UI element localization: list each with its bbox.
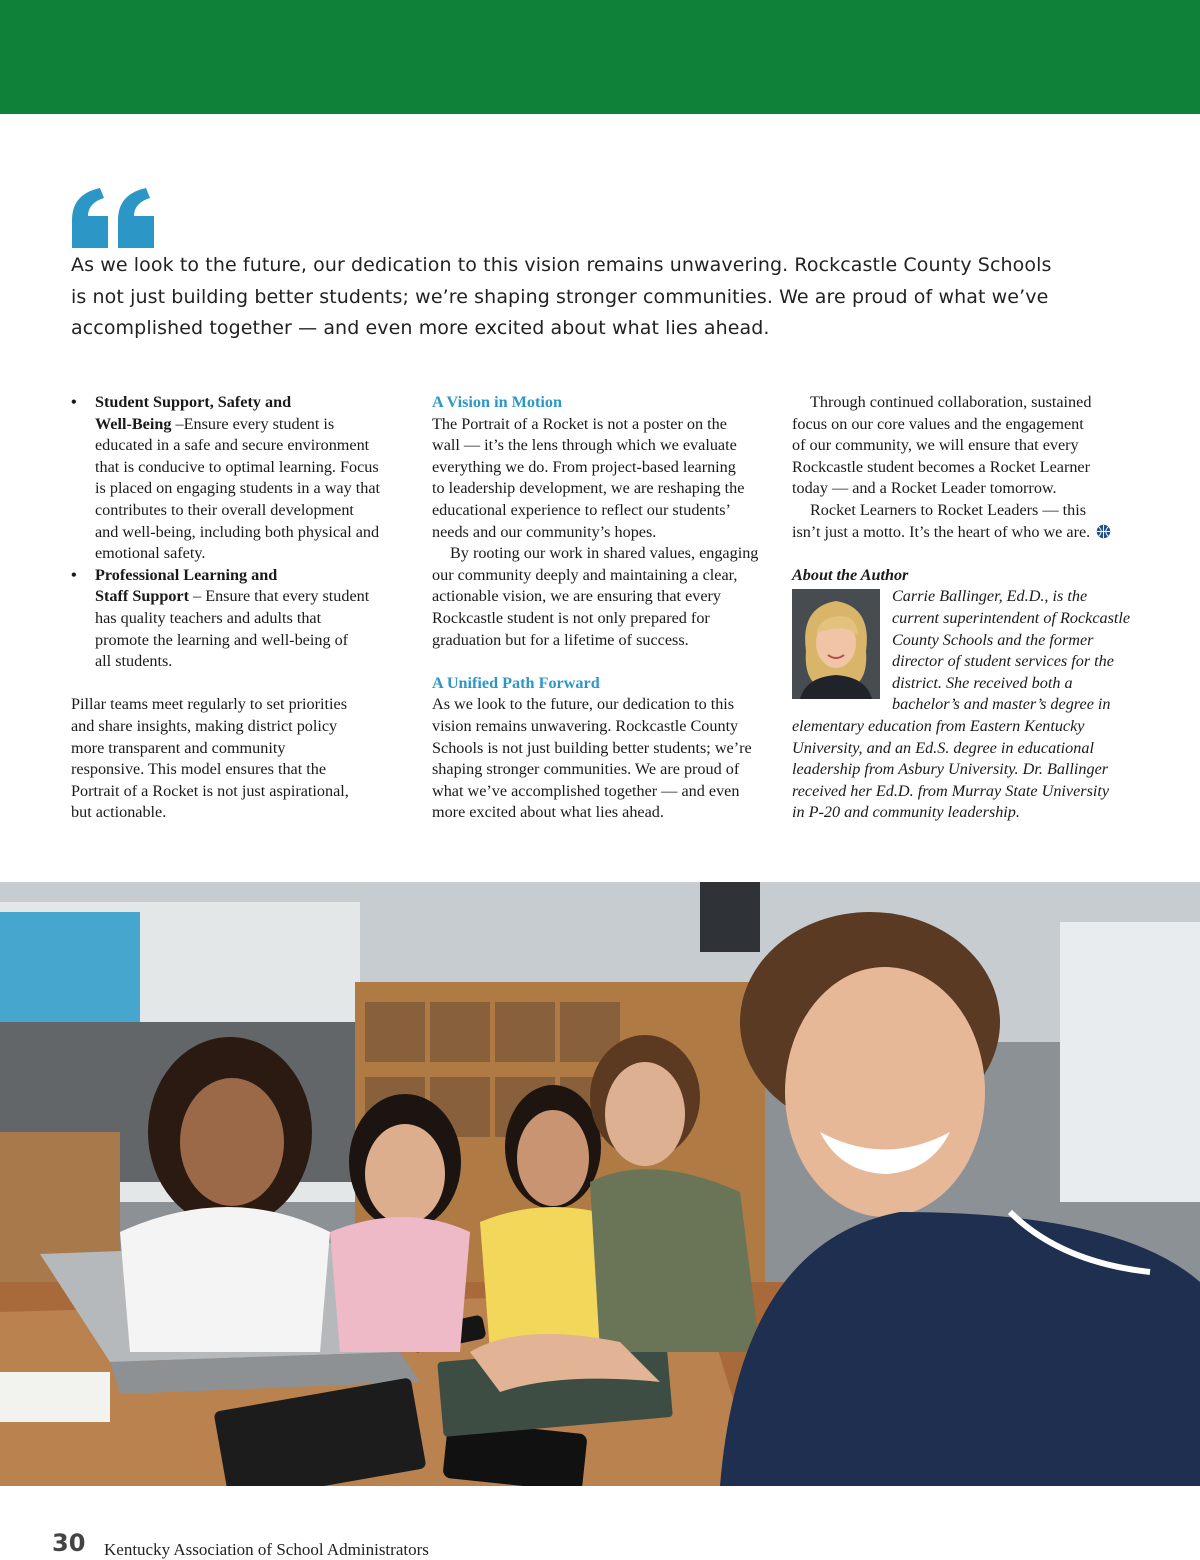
bullet-text: – Ensure that every student — [189, 587, 370, 606]
text-line: University, and an Ed.S. degree in educational — [792, 738, 1094, 757]
text-line: today — and a Rocket Leader tomorrow. — [792, 479, 1057, 498]
text-line: our community deeply and maintaining a clear, — [432, 565, 738, 584]
list-item — [71, 565, 411, 673]
author-photo — [792, 589, 880, 699]
text-line: received her Ed.D. from Murray State University — [792, 781, 1110, 800]
bullet-text: contributes to their overall development — [95, 500, 354, 519]
text-line: focus on our core values and the engagement — [792, 414, 1084, 433]
bullet-text: and well-being, including both physical and — [95, 522, 380, 541]
text-line: more transparent and community — [71, 738, 286, 757]
text-line: The Portrait of a Rocket is not a poster on the — [432, 414, 727, 433]
bullet-text: has quality teachers and adults that — [95, 608, 322, 627]
text-line: wall — it’s the lens through which we evaluate — [432, 436, 737, 455]
pull-quote-line: accomplished together — and even more excited about what lies ahead. — [71, 317, 770, 339]
text-line: actionable vision, we are ensuring that every — [432, 587, 722, 606]
bullet-icon: • — [71, 565, 77, 584]
text-line: As we look to the future, our dedication to this — [432, 695, 735, 714]
bullet-text: emotional safety. — [95, 544, 206, 563]
text-line: Pillar teams meet regularly to set priorities — [71, 695, 348, 714]
bullet-text: all students. — [95, 652, 173, 671]
bullet-text: that is conducive to optimal learning. Focus — [95, 457, 379, 476]
pillar-list — [71, 392, 411, 673]
text-line: Rockcastle student becomes a Rocket Learner — [792, 457, 1090, 476]
paragraph — [792, 500, 1137, 543]
text-line: Rocket Learners to Rocket Leaders — this — [810, 500, 1086, 519]
pull-quote — [71, 250, 1131, 345]
paragraph — [432, 694, 774, 824]
pull-quote-line: is not just building better students; we’re shaping stronger communities. We are proud of what we’ve — [71, 285, 1049, 308]
quote-icon — [70, 186, 160, 250]
bullet-icon: • — [71, 393, 77, 411]
text-line: elementary education from Eastern Kentucky — [792, 716, 1085, 735]
section-heading: A Unified Path Forward — [432, 673, 600, 692]
text-line: Through continued collaboration, sustained — [810, 393, 1092, 411]
text-line: and share insights, making district policy — [71, 716, 338, 735]
publication-name: Kentucky Association of School Administrators — [104, 1540, 429, 1559]
pillar-paragraph — [71, 694, 411, 824]
text-line: vision remains unwavering. Rockcastle County — [432, 716, 739, 735]
text-line: more excited about what lies ahead. — [432, 803, 664, 822]
text-line: Carrie Ballinger, Ed.D., is the — [892, 587, 1088, 606]
text-line: Schools is not just building better students; we’re — [432, 738, 752, 757]
bullet-text: educated in a safe and secure environment — [95, 436, 370, 455]
text-line: Portrait of a Rocket is not just aspirational, — [71, 781, 349, 800]
students-photo — [0, 882, 1200, 1486]
bullet-title: Well-Being — [95, 414, 172, 433]
page-number: 30 — [52, 1529, 86, 1557]
bullet-text: promote the learning and well-being of — [95, 630, 349, 649]
text-line: Rockcastle student is not only prepared for — [432, 608, 710, 627]
text-line: in P-20 and community leadership. — [792, 803, 1020, 822]
article-column-3 — [792, 392, 1137, 824]
paragraph — [432, 414, 774, 544]
paragraph — [792, 392, 1137, 500]
text-line: graduation but for a lifetime of success. — [432, 630, 689, 649]
article-column-2 — [432, 392, 774, 824]
text-line: isn’t just a motto. It’s the heart of who we are. — [792, 522, 1091, 541]
text-line: bachelor’s and master’s degree in — [892, 695, 1111, 714]
list-item — [71, 392, 411, 565]
text-line: County Schools and the former — [892, 630, 1094, 649]
text-line: but actionable. — [71, 803, 167, 822]
bullet-text: –Ensure every student is — [171, 414, 335, 433]
bullet-title: Professional Learning and — [95, 565, 278, 584]
section-heading: A Vision in Motion — [432, 393, 562, 411]
bullet-title: Staff Support — [95, 587, 189, 606]
text-line: current superintendent of Rockcastle — [892, 608, 1131, 627]
text-line: everything we do. From project-based learning — [432, 457, 736, 476]
text-line: responsive. This model ensures that the — [71, 760, 327, 779]
article-column-1 — [71, 392, 411, 824]
paragraph — [432, 543, 774, 651]
text-line: By rooting our work in shared values, engaging — [450, 544, 759, 563]
bullet-title: Student Support, Safety and — [95, 393, 292, 411]
header-color-band — [0, 0, 1200, 114]
text-line: what we’ve accomplished together — and even — [432, 781, 740, 800]
text-line: needs and our community’s hopes. — [432, 522, 657, 541]
pull-quote-line: As we look to the future, our dedication to this vision remains unwavering. Rockcastle County Schools — [71, 254, 1052, 276]
text-line: director of student services for the — [892, 652, 1114, 671]
text-line: to leadership development, we are reshaping the — [432, 479, 745, 498]
text-line: shaping stronger communities. We are proud of — [432, 760, 740, 779]
about-author-heading: About the Author — [792, 565, 909, 584]
basketball-icon — [1096, 524, 1111, 539]
text-line: educational experience to reflect our students’ — [432, 500, 731, 519]
text-line: leadership from Asbury University. Dr. Ballinger — [792, 760, 1109, 779]
bullet-text: is placed on engaging students in a way that — [95, 479, 381, 498]
text-line: of our community, we will ensure that every — [792, 436, 1079, 455]
text-line: district. She received both a — [892, 673, 1073, 692]
